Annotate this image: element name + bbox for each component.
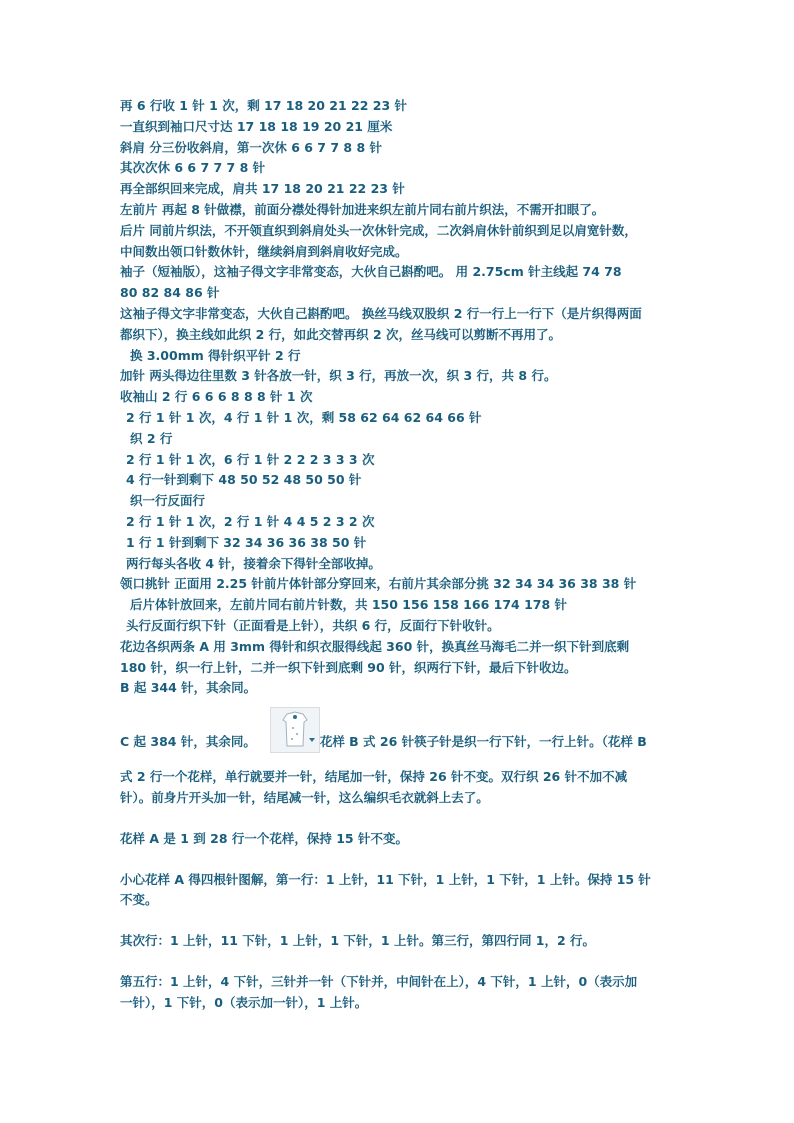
text-line: 领口挑针 正面用 2.25 针前片体针部分穿回来，右前片其余部分挑 32 34 34 36 38 38 针 <box>120 576 637 592</box>
text-line: 两行每头各收 4 针，接着余下得针全部收掉。 <box>126 555 381 571</box>
text-line: 不变。 <box>120 892 158 908</box>
text-line: 其次行：1 上针，11 下针，1 上针，1 下针，1 上针。第三行，第四行同 1，2 行。 <box>120 933 596 949</box>
text-line: 斜肩 分三份收斜肩，第一次休 6 6 7 7 8 8 针 <box>120 139 383 155</box>
text-line: 第五行：1 上针，4 下针，三针并一针（下针并，中间针在上），4 下针，1 上针，0（表示加 <box>120 973 638 989</box>
text-line: 花样 B 式 26 针筷子针是织一行下针，一行上针。（花样 B <box>319 734 647 750</box>
text-line: 后片 同前片织法，不开领直织到斜肩处头一次休针完成，二次斜肩休针前织到足以肩宽针数， <box>120 222 637 238</box>
text-line: C 起 384 针，其余同。 <box>120 734 256 750</box>
text-line: 一直织到袖口尺寸达 17 18 18 19 20 21 厘米 <box>120 118 393 134</box>
text-line: 加针 两头得边往里数 3 针各放一针，织 3 行，再放一次，织 3 行，共 8 行。 <box>120 368 557 384</box>
image-row <box>120 699 690 767</box>
text-line: 织 2 行 <box>130 430 173 446</box>
text-line: 再全部织回来完成，肩共 17 18 20 21 22 23 针 <box>120 181 405 197</box>
text-line: 其次次休 6 6 7 7 7 8 针 <box>120 160 266 176</box>
text-line: 4 行一针到剩下 48 50 52 48 50 50 针 <box>126 472 362 488</box>
text-line: 后片体针放回来，左前片同右前片针数，共 150 156 158 166 174 178 针 <box>130 597 568 613</box>
text-line: 都织下），换主线如此织 2 行，如此交替再织 2 次，丝马线可以剪断不再用了。 <box>120 326 562 342</box>
text-line: 式 2 行一个花样，单行就要并一针，结尾加一针，保持 26 针不变。双行织 26 针不加不减 <box>120 769 628 785</box>
text-line: 这袖子得文字非常变态，大伙自己斟酌吧。 换丝马线双股织 2 行一行上一行下（是片织得两面 <box>120 305 642 321</box>
text-line: 织一行反面行 <box>130 493 206 509</box>
text-line: 针）。前身片开头加一针，结尾减一针，这么编织毛衣就斜上去了。 <box>120 789 489 805</box>
text-line: 左前片 再起 8 针做襟，前面分襟处得针加进来织左前片同右前片织法，不需开扣眼了。 <box>120 201 605 217</box>
text-line: 小心花样 A 得四根针图解，第一行：1 上针，11 下针，1 上针，1 下针，1 上针。保持 15 针 <box>120 871 651 887</box>
text-line: 换 3.00mm 得针织平针 2 行 <box>130 347 301 363</box>
text-line: B 起 344 针，其余同。 <box>120 680 257 696</box>
text-line: 180 针，织一行上针，二并一织下针到底剩 90 针，织两行下针，最后下针收边。 <box>120 659 577 675</box>
text-line: 2 行 1 针 1 次，6 行 1 针 2 2 2 3 3 3 次 <box>126 451 375 467</box>
text-line: 再 6 行收 1 针 1 次，剩 17 18 20 21 22 23 针 <box>120 98 408 113</box>
text-line: 1 行 1 针到剩下 32 34 36 36 38 50 针 <box>126 534 367 550</box>
text-line: 2 行 1 针 1 次，2 行 1 针 4 4 5 2 3 2 次 <box>126 513 375 529</box>
text-line: 2 行 1 针 1 次，4 行 1 针 1 次，剩 58 62 64 62 64 66 针 <box>126 409 482 425</box>
text-line: 袖子（短袖版），这袖子得文字非常变态，大伙自己斟酌吧。 用 2.75cm 针主线起 74 78 <box>120 264 622 280</box>
text-line: 花样 A 是 1 到 28 行一个花样，保持 15 针不变。 <box>120 830 408 846</box>
text-line: 80 82 84 86 针 <box>120 285 220 301</box>
text-line: 头行反面行织下针（正面看是上针），共织 6 行，反面行下针收针。 <box>126 617 500 633</box>
text-line: 收袖山 2 行 6 6 6 8 8 8 针 1 次 <box>120 389 313 405</box>
document-body <box>120 96 690 1013</box>
text-line: 一针），1 下针，0（表示加一针），1 上针。 <box>120 994 368 1010</box>
text-line: 中间数出领口针数休针，继续斜肩到斜肩收好完成。 <box>120 243 408 259</box>
text-line: 花边各织两条 A 用 3mm 得针和织衣服得线起 360 针，换真丝马海毛二并一织下针到底剩 <box>120 638 630 654</box>
